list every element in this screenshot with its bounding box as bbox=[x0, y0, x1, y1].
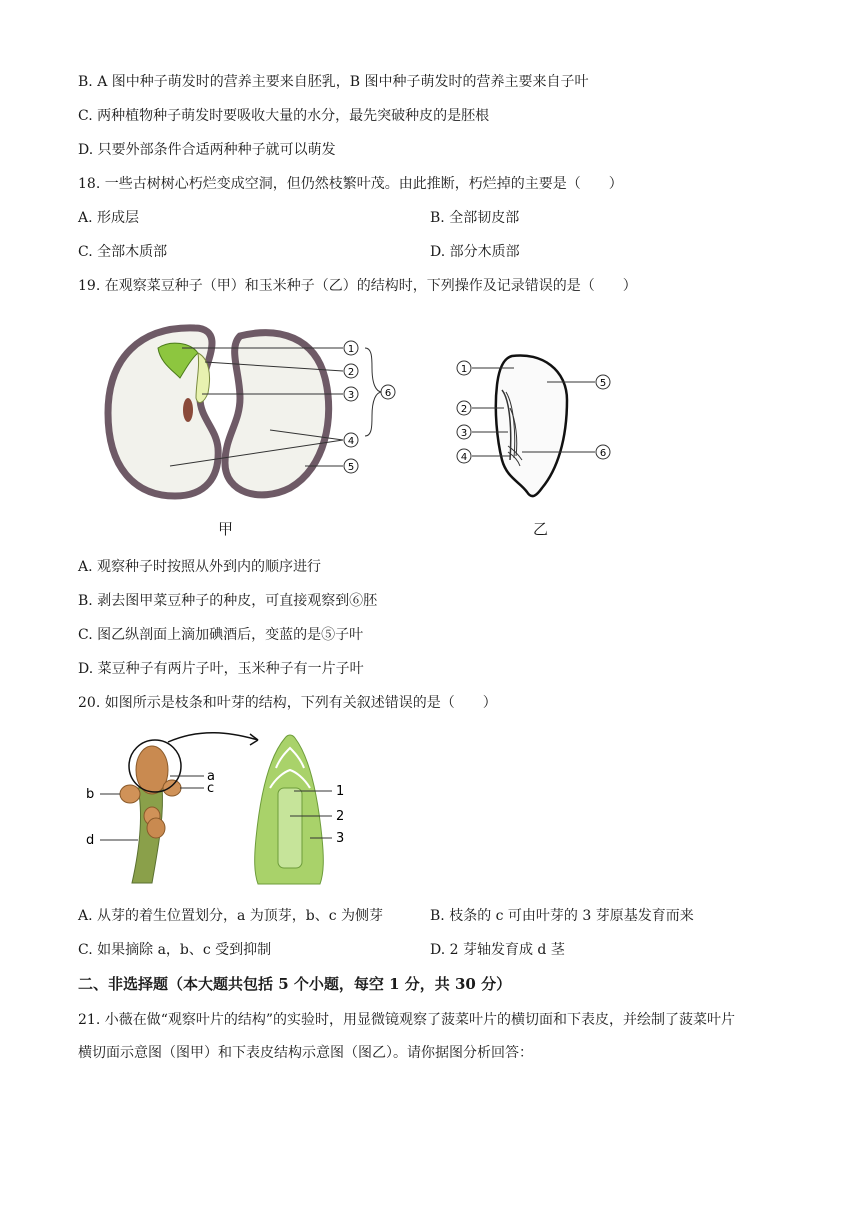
q18-stem: 18. 一些古树树心朽烂变成空洞，但仍然枝繁叶茂。由此推断，朽烂掉的主要是（ ） bbox=[78, 176, 623, 192]
q19-option-b: B. 剥去图甲菜豆种子的种皮，可直接观察到⑥胚 bbox=[78, 593, 378, 609]
bud-label-1: 1 bbox=[336, 784, 345, 799]
svg-text:6: 6 bbox=[599, 448, 607, 459]
lateral-bud-b bbox=[120, 785, 140, 803]
svg-text:4: 4 bbox=[347, 436, 355, 447]
svg-text:5: 5 bbox=[347, 462, 355, 473]
bud-label-2: 2 bbox=[336, 809, 345, 824]
q18-option-c: C. 全部木质部 bbox=[78, 244, 168, 260]
q20-option-b: B. 枝条的 c 可由叶芽的 3 芽原基发育而来 bbox=[430, 908, 694, 924]
branch-label-a: a bbox=[207, 769, 215, 784]
corn-label-2 bbox=[457, 401, 471, 415]
q17-option-d: D. 只要外部条件合适两种种子就可以萌发 bbox=[78, 142, 336, 158]
svg-text:3: 3 bbox=[347, 390, 355, 401]
fig-yi-caption: 乙 bbox=[533, 520, 549, 538]
branch-label-d: d bbox=[86, 833, 95, 848]
corn-label-6 bbox=[596, 445, 610, 459]
q17-option-b: B. A 图中种子萌发时的营养主要来自胚乳，B 图中种子萌发时的营养主要来自子叶 bbox=[78, 74, 589, 90]
bean-label-5 bbox=[344, 459, 358, 473]
bean-label-1 bbox=[344, 341, 358, 355]
corn-label-4 bbox=[457, 449, 471, 463]
svg-text:2: 2 bbox=[347, 367, 355, 378]
svg-text:3: 3 bbox=[460, 428, 468, 439]
branch-bud-figure bbox=[80, 728, 370, 888]
corn-seed-outline bbox=[496, 355, 567, 496]
q20-option-a: A. 从芽的着生位置划分，a 为顶芽，b、c 为侧芽 bbox=[78, 908, 384, 924]
bean-seed-figure bbox=[100, 318, 400, 503]
bean-label-6 bbox=[381, 385, 395, 399]
arrow bbox=[168, 733, 258, 742]
q21-line1: 21. 小薇在做“观察叶片的结构”的实验时，用显微镜观察了菠菜叶片的横切面和下表皮，并绘制了菠菜叶片 bbox=[78, 1012, 736, 1028]
q21-line2: 横切面示意图（图甲）和下表皮结构示意图（图乙）。请你据图分析回答： bbox=[78, 1045, 533, 1061]
bean-label-3 bbox=[344, 387, 358, 401]
branch-label-b: b bbox=[86, 787, 95, 802]
lateral-bud-c bbox=[163, 780, 181, 796]
q20-option-c: C. 如果摘除 a，b、c 受到抑制 bbox=[78, 942, 272, 958]
bean-radicle bbox=[183, 398, 193, 422]
branch-label-c: c bbox=[207, 781, 215, 796]
corn-label-5 bbox=[596, 375, 610, 389]
q17-option-c: C. 两种植物种子萌发时要吸收大量的水分，最先突破种皮的是胚根 bbox=[78, 108, 490, 124]
q19-option-d: D. 菜豆种子有两片子叶，玉米种子有一片子叶 bbox=[78, 661, 364, 677]
svg-text:5: 5 bbox=[599, 378, 607, 389]
bean-label-4 bbox=[344, 433, 358, 447]
svg-text:4: 4 bbox=[460, 452, 468, 463]
q20-stem: 20. 如图所示是枝条和叶芽的结构，下列有关叙述错误的是（ ） bbox=[78, 695, 497, 711]
bud-label-3: 3 bbox=[336, 831, 345, 846]
q19-option-a: A. 观察种子时按照从外到内的顺序进行 bbox=[78, 559, 322, 575]
corn-label-3 bbox=[457, 425, 471, 439]
svg-text:6: 6 bbox=[384, 388, 392, 399]
q18-option-b: B. 全部韧皮部 bbox=[430, 210, 520, 226]
corn-seed-figure bbox=[452, 350, 622, 505]
q18-option-d: D. 部分木质部 bbox=[430, 244, 520, 260]
svg-text:2: 2 bbox=[460, 404, 468, 415]
svg-text:1: 1 bbox=[347, 344, 355, 355]
bean-label-2 bbox=[344, 364, 358, 378]
q19-option-c: C. 图乙纵剖面上滴加碘酒后，变蓝的是⑤子叶 bbox=[78, 627, 364, 643]
corn-label-1 bbox=[457, 361, 471, 375]
svg-text:1: 1 bbox=[460, 364, 468, 375]
q18-option-a: A. 形成层 bbox=[78, 210, 140, 226]
fig-jia-caption: 甲 bbox=[218, 520, 234, 538]
section-title: 二、非选择题（本大题共包括 5 个小题，每空 1 分，共 30 分） bbox=[78, 975, 512, 993]
q19-stem: 19. 在观察菜豆种子（甲）和玉米种子（乙）的结构时，下列操作及记录错误的是（ ） bbox=[78, 278, 637, 294]
q20-option-d: D. 2 芽轴发育成 d 茎 bbox=[430, 942, 565, 958]
bean-right-cotyledon bbox=[225, 333, 329, 495]
